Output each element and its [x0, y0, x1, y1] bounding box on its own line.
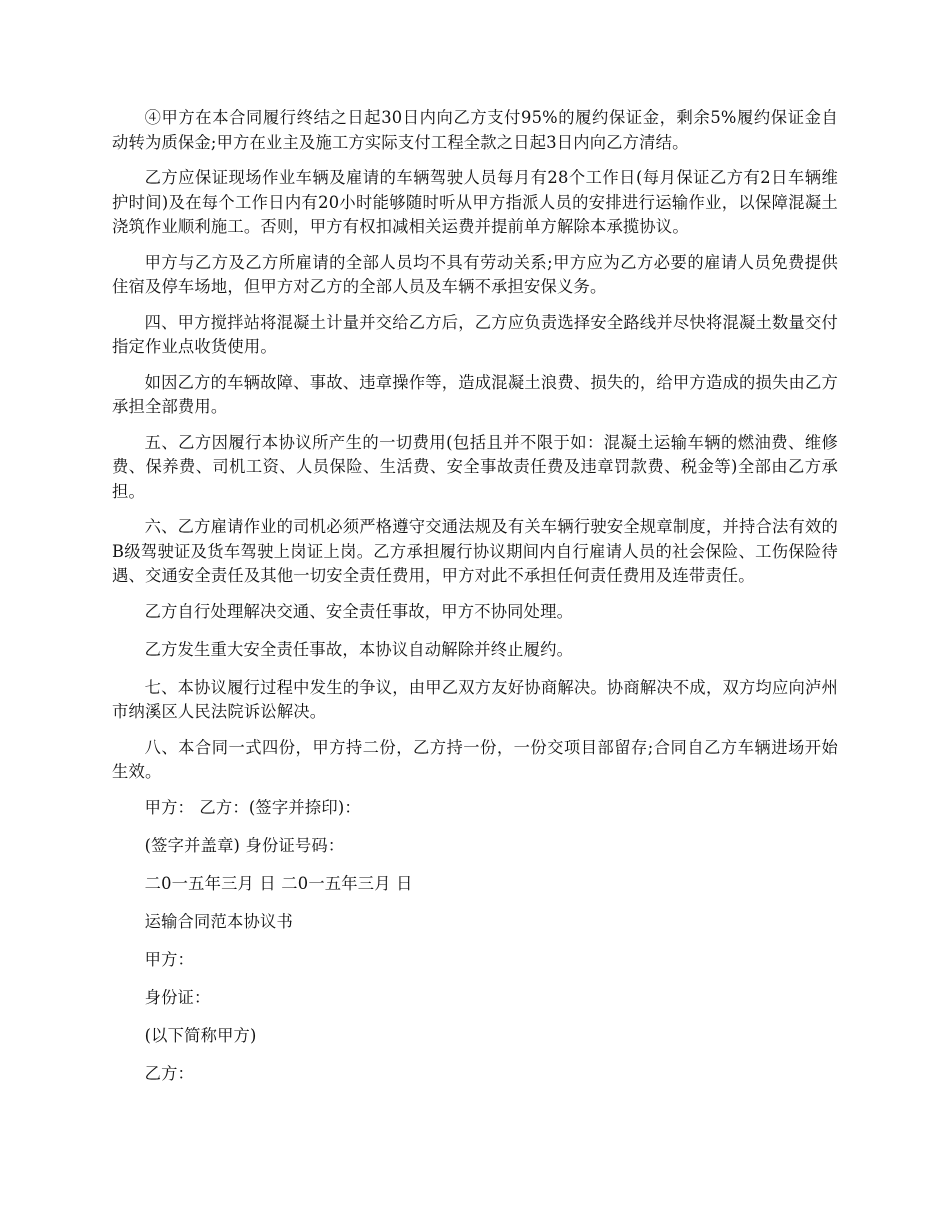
paragraph-clause-6: 六、乙方雇请作业的司机必须严格遵守交通法规及有关车辆行驶安全规章制度，并持合法有效的B级驾驶证及货车驾驶上岗证上岗。乙方承担履行协议期间内自行雇请人员的社会保险、工伤保险待遇、交通安全责任及其他一切安全责任费用，甲方对此不承担任何责任费用及连带责任。 — [112, 517, 838, 585]
paragraph-clause-5: 五、乙方因履行本协议所产生的一切费用(包括且并不限于如：混凝土运输车辆的燃油费、维修费、保养费、司机工资、人员保险、生活费、安全事故责任费及违章罚款费、税金等)全部由乙方承担。 — [112, 432, 838, 501]
signature-seal-line: (签字并盖章) 身份证号码： — [144, 835, 345, 855]
paragraph-working-days: 乙方应保证现场作业车辆及雇请的车辆驾驶人员每月有28个工作日(每月保证乙方有2日车辆维护时间)及在每个工作日内有20小时能够随时听从甲方指派人员的安排进行运输作业，以保障混凝土浇筑作业顺利施工。否则，甲方有权扣减相关运费并提前单方解除本承揽协议。 — [112, 168, 838, 236]
paragraph-clause-4: 四、甲方搅拌站将混凝土计量并交给乙方后，乙方应负责选择安全路线并尽快将混凝土数量交付指定作业点收货使用。 — [112, 312, 838, 356]
paragraph-labor-relation: 甲方与乙方及乙方所雇请的全部人员均不具有劳动关系;甲方应为乙方必要的雇请人员免费提供住宿及停车场地，但甲方对乙方的全部人员及车辆不承担安保义务。 — [112, 252, 838, 296]
paragraph-accident-handling: 乙方自行处理解决交通、安全责任事故，甲方不协同处理。 — [144, 601, 574, 621]
party-b-line: 乙方： — [144, 1063, 195, 1083]
paragraph-clause-7: 七、本协议履行过程中发生的争议，由甲乙双方友好协商解决。协商解决不成，双方均应向泸州市纳溪区人民法院诉讼解决。 — [112, 677, 838, 721]
party-a-line: 甲方： — [144, 949, 195, 969]
signature-date-line: 二0一五年三月 日 二0一五年三月 日 — [144, 873, 413, 893]
section-title: 运输合同范本协议书 — [144, 911, 293, 931]
paragraph-deposit-terms: ④甲方在本合同履行终结之日起30日内向乙方支付95%的履约保证金，剩余5%履约保证金自动转为质保金;甲方在业主及施工方实际支付工程全款之日起3日内向乙方清结。 — [112, 108, 838, 152]
paragraph-vehicle-fault: 如因乙方的车辆故障、事故、违章操作等，造成混凝土浪费、损失的，给甲方造成的损失由乙方承担全部费用。 — [112, 372, 838, 416]
paragraph-clause-8: 八、本合同一式四份，甲方持二份，乙方持一份，一份交项目部留存;合同自乙方车辆进场开始生效。 — [112, 737, 838, 781]
id-card-line: 身份证： — [144, 987, 211, 1007]
party-a-abbrev-line: (以下简称甲方) — [144, 1025, 257, 1045]
paragraph-major-accident: 乙方发生重大安全责任事故，本协议自动解除并终止履约。 — [144, 639, 574, 659]
document-body — [112, 106, 838, 1100]
signature-parties-line: 甲方： 乙方：(签字并捺印)： — [144, 797, 361, 817]
